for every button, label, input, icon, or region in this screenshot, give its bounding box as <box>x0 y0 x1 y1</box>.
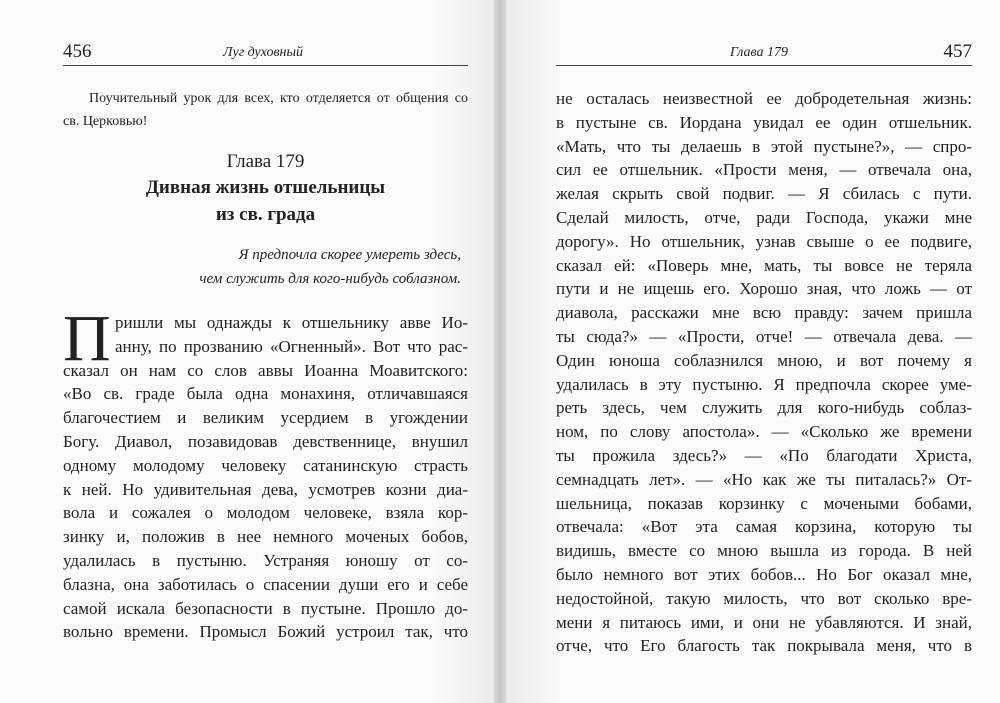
right-header-rule <box>556 65 972 66</box>
body-line: Один юноша соблазнился мною, и вот почему я <box>556 350 972 370</box>
left-running-head <box>63 40 468 66</box>
intro-line: св. Церковью! <box>63 114 148 129</box>
body-line: анну, по прозванию «Огненный». Вот что рас- <box>115 336 468 356</box>
body-line: ты сюда?» — «Прости, отче! — отвечала дева. — <box>556 326 972 346</box>
body-line: зинку и, положив в нее немного моченых бобов, <box>63 527 468 547</box>
body-line: реть здесь, чем служить для кого-нибудь соблаз- <box>556 398 972 418</box>
body-line: Сделай милость, отче, ради Господа, укажи мне <box>556 207 972 227</box>
body-line: не осталась неизвестной ее добродетельная жизнь: <box>556 89 972 108</box>
body-line: в пустыне св. Иордана увидал ее один отшельник. <box>556 112 972 132</box>
body-line: ном, по слову апостола». — «Сколько же времени <box>556 422 972 442</box>
body-line: «Мать, что ты делаешь в этой пустыне?», — спро- <box>556 136 972 156</box>
body-line: семнадцать лет». — «Но как же ты питалась?» От- <box>556 469 972 489</box>
body-line: видишь, вместе со мною вышла из города. В ней <box>556 541 972 561</box>
intro-line: Поучительный урок для всех, кто отделяется от общения со <box>89 91 468 106</box>
left-header-rule <box>63 65 468 66</box>
body-line: ты прожила здесь?» — «По благодати Христа, <box>556 445 972 465</box>
body-line: блазна, она заботилась о спасении души его и себе <box>63 574 468 594</box>
body-line: недостойной, такую милость, что вот сколько вре- <box>556 588 972 608</box>
body-line: отче, что Его благость так покрывала меня, что в <box>556 636 972 656</box>
book-gutter <box>494 0 506 703</box>
body-line: мени я питаюсь ими, и они не убавляются. И знай, <box>556 612 972 632</box>
left-page-number: 456 <box>63 41 92 62</box>
body-line: Богу. Диавол, позавидовав девственнице, внушил <box>63 431 468 451</box>
body-line: удалилась в эту пустыню. Я предпочла скорее уме- <box>556 374 972 394</box>
body-line: дорогу». Но отшельник, узнав свыше о ее подвиге, <box>556 231 972 251</box>
body-line: к ней. Но удивительная дева, усмотрев козни диа- <box>63 479 468 499</box>
chapter-title-line: из св. града <box>215 204 316 225</box>
body-line: «Во св. граде была одна монахиня, отличавшаяся <box>63 384 468 404</box>
epigraph-line: чем служить для кого-нибудь соблазном. <box>199 271 461 287</box>
body-line: шельница, показав корзинку с мочеными бобами, <box>556 493 972 513</box>
body-line: вольно времени. Промысл Божий устроил так, что <box>63 622 468 642</box>
body-line: сказал он нам со слов аввы Иоанна Моавитского: <box>63 360 468 380</box>
body-line: самой искала безопасности в пустыне. Прошло до- <box>63 598 468 618</box>
chapter-title-line: Дивная жизнь отшельницы <box>145 177 386 198</box>
body-line: было немного вот этих бобов... Но Бог оказал мне, <box>556 564 972 584</box>
chapter-label: Глава 179 <box>226 151 305 172</box>
right-body-text <box>556 87 972 658</box>
body-line: отвечала: «Вот эта самая корзина, которую ты <box>556 517 972 537</box>
body-line: желая скрыть свой подвиг. — Я сбилась с пути. <box>556 184 972 204</box>
right-running-title: Глава 179 <box>730 45 788 60</box>
body-line: диавола, расскажи мне всю правду: зачем пришла <box>556 303 972 323</box>
body-line: вола и сожалея о молодом человеке, взяла кор- <box>63 503 468 523</box>
epigraph-line: Я предпочла скорее умереть здесь, <box>238 247 461 263</box>
body-line: благочестием и великим усердием в угождении <box>63 408 468 428</box>
left-running-title: Луг духовный <box>223 45 303 60</box>
left-body-text <box>63 302 468 644</box>
body-line: сказал ей: «Поверь мне, мать, ты вовсе не теряла <box>556 255 972 275</box>
body-line: одному молодому человеку сатанинскую страсть <box>63 455 468 475</box>
right-running-head <box>556 40 972 66</box>
right-page-number: 457 <box>943 41 972 62</box>
drop-cap: П <box>63 302 111 375</box>
right-page <box>506 0 1000 703</box>
epigraph <box>120 243 461 291</box>
intro-paragraph <box>63 87 468 133</box>
body-line: удалилась в пустыню. Устраняя юношу от со- <box>63 550 468 570</box>
chapter-title <box>63 174 468 228</box>
body-line: ришли мы однажды к отшельнику авве Ио- <box>115 313 468 332</box>
body-line: пути и не ищешь его. Хорошо зная, что ложь — от <box>556 279 972 299</box>
left-page <box>0 0 494 703</box>
body-line: сил ее отшельник. «Прости меня, — отвечала она, <box>556 160 972 180</box>
